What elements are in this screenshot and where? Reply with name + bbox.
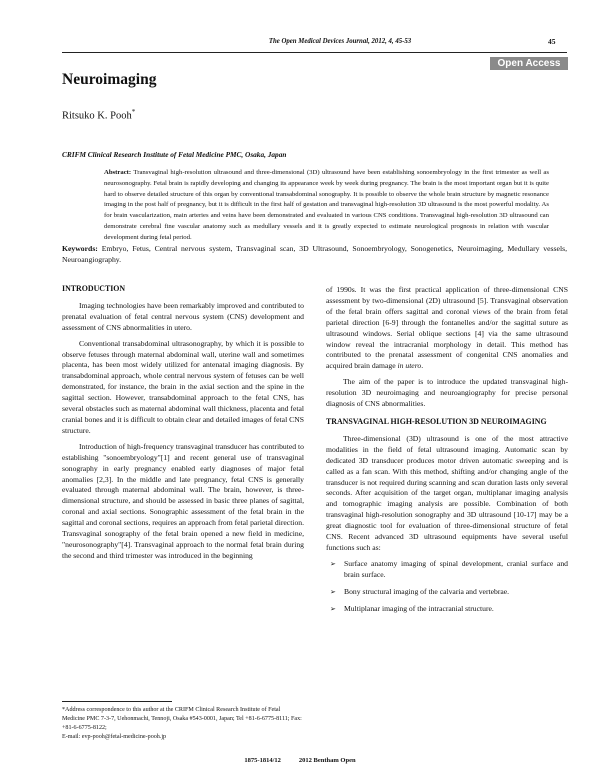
- affiliation: CRIFM Clinical Research Institute of Fetal Medicine PMC, Osaka, Japan: [62, 150, 287, 159]
- list-item: [326, 559, 568, 581]
- journal-header: The Open Medical Devices Journal, 2012, 4, 45-53: [268, 38, 412, 45]
- paragraph: Imaging technologies have been remarkably improved and contributed to prenatal evaluation of fetal central nervous system (CNS) development and assessment of CNS abnormalities in utero.: [62, 300, 304, 332]
- arrow-bullet-icon: ➢: [330, 559, 336, 568]
- footnote-rule: [62, 701, 172, 702]
- page-number: 45: [548, 37, 556, 46]
- keywords-label: Keywords:: [62, 244, 98, 253]
- list-item-text: Surface anatomy imaging of spinal development, cranial surface and brain surface.: [344, 558, 568, 579]
- keywords-text: Embryo, Fetus, Central nervous system, Transvaginal scan, 3D Ultrasound, Sonoembryology, Sonogenetics, Neuroimaging, Medullary vessels, Neuroangiography.: [62, 244, 568, 264]
- paragraph: Introduction of high-frequency transvaginal transducer has contributed to establishing "sonoembryology"[1] and recent general use of transvaginal sonography in early pregnancy enabled early diagnoses of major fetal anomalies [2,3]. In the middle and late pregnancy, fetal CNS is generally evaluated through maternal abdominal wall. The brain, however, is three-dimensional structure, and should be assessed in basic three planes of sagittal, coronal and axial sections. Sonographic assessment of the fetal brain in the sagittal and coronal sections, requires an approach from fetal parietal direction. Transvaginal sonography of the fetal brain opened a new field in medicine, "neurosonography"[4]. Transvaginal approach to the normal fetal brain during the second and third trimester was introduced in the beginning: [62, 441, 304, 560]
- paragraph: The aim of the paper is to introduce the updated transvaginal high-resolution 3D neuroimaging and neuroangiography for precise personal diagnosis of CNS abnormalities.: [326, 377, 568, 409]
- list-item-text: Bony structural imaging of the calvaria and vertebrae.: [344, 586, 510, 596]
- paragraph: Three-dimensional (3D) ultrasound is one of the most attractive modalities in the field of fetal ultrasound imaging. Automatic scan by dedicated 3D transducer produces motor driven automatic sweeping and is called as a fan scan. With this method, shifting and/or changing angle of the transducer is not required during scanning and scan duration lasts only several seconds. After acquisition of the target organ, multiplanar imaging analysis and tomographic imaging analysis are possible. Combination of both transvaginal high-resolution sonography and 3D ultrasound [10-17] may be a great diagnostic tool for evaluation of three-dimensional structure of fetal CNS. Recent advanced 3D ultrasound equipments have several useful functions such as:: [326, 433, 568, 552]
- footnote-email: E-mail: evp-pooh@fetal-medicine-pooh.jp: [62, 734, 167, 740]
- page-footer: [170, 757, 430, 764]
- list-item: [326, 587, 568, 598]
- left-column: [62, 284, 304, 567]
- sentence-end: .: [421, 361, 424, 371]
- right-column: [326, 285, 568, 620]
- abstract-label: Abstract:: [104, 169, 132, 176]
- open-access-badge: Open Access: [490, 57, 568, 70]
- list-item: [326, 604, 568, 615]
- list-item-text: Multiplanar imaging of the intracranial structure.: [344, 603, 494, 613]
- section-heading-introduction: INTRODUCTION: [62, 284, 126, 293]
- publisher: 2012 Bentham Open: [298, 757, 356, 764]
- header-rule: [62, 52, 567, 53]
- section-heading-3d-neuroimaging: TRANSVAGINAL HIGH-RESOLUTION 3D NEUROIMAGING: [326, 416, 547, 426]
- abstract-text: Transvaginal high-resolution ultrasound and three-dimensional (3D) ultrasound have been establishing sonoembryology in the first trimester as well as neurosonography. Fetal brain is rapidly developing and changing its appearance week by week during pregnancy. The brain is the most important organ but it is quite hard to observe detailed structure of this organ by conventional transabdominal sonography. It is possible to observe the whole brain structure by magnetic resonance imaging in the post half of pregnancy, but it is difficult in the first half of gestation and transvaginal high-resolution 3D ultrasound is the most powerful modality. As for brain vascularization, main arteries and veins have been demonstrated and evaluated in various CNS conditions. Transvaginal high-resolution 3D ultrasound can demonstrate cerebral fine vascular anatomy such as medullary vessels and it is greatly expected to estimate neurological prognosis in relation with vascular development during fetal period.: [104, 169, 549, 241]
- issn: 1875-1814/12: [244, 757, 281, 764]
- paragraph: [326, 285, 568, 372]
- paragraph: Conventional transabdominal ultrasonography, by which it is possible to observe fetuses through maternal abdominal wall, uterine wall and sometimes placenta, has been most widely utilized for antenatal imaging diagnosis. By transabdominal approach, whole central nervous system of fetuses can be well demonstrated, for instance, the brain in the axial section and the spine in the sagittal section. However, transabdominal approach to the fetal CNS, has several obstacles such as maternal abdominal wall thickness, placenta and fetal cranial bones and it is difficult to obtain clear and detailed images of fetal CNS structure.: [62, 338, 304, 435]
- footnote-address: *Address correspondence to this author at the CRIFM Clinical Research Institute of Fetal Medicine PMC 7-3-7, Uehonmachi, Tennoji, Osaka #543-0001, Japan; Tel +81-6-6775-8111; Fax: +81-6-6775-8122;: [62, 707, 302, 731]
- arrow-bullet-icon: ➢: [330, 604, 336, 613]
- author-line: [62, 108, 135, 122]
- italic-term: in utero: [397, 361, 422, 371]
- keywords: [62, 243, 567, 265]
- arrow-bullet-icon: ➢: [330, 587, 336, 596]
- author-mark: *: [131, 108, 136, 116]
- paragraph-text: of 1990s. It was the first practical application of three-dimensional CNS assessment by two-dimensional (2D) ultrasound [5]. Transvaginal observation of the fetal brain offers sagittal and coronal views of the brain from fetal parietal direction [6-9] through the fontanelles and/or the sagittal suture as ultrasound windows. Serial oblique sections [4] via the same ultrasound window reveal the intracranial morphology in detail. This method has contributed to the prenatal assessment of congenital CNS anomalies and acquired brain damage: [326, 285, 568, 371]
- footnote: [62, 706, 304, 742]
- abstract: [104, 168, 549, 243]
- article-title: Neuroimaging: [62, 71, 157, 88]
- feature-list: [326, 559, 568, 615]
- author-name: Ritsuko K. Pooh: [62, 110, 132, 122]
